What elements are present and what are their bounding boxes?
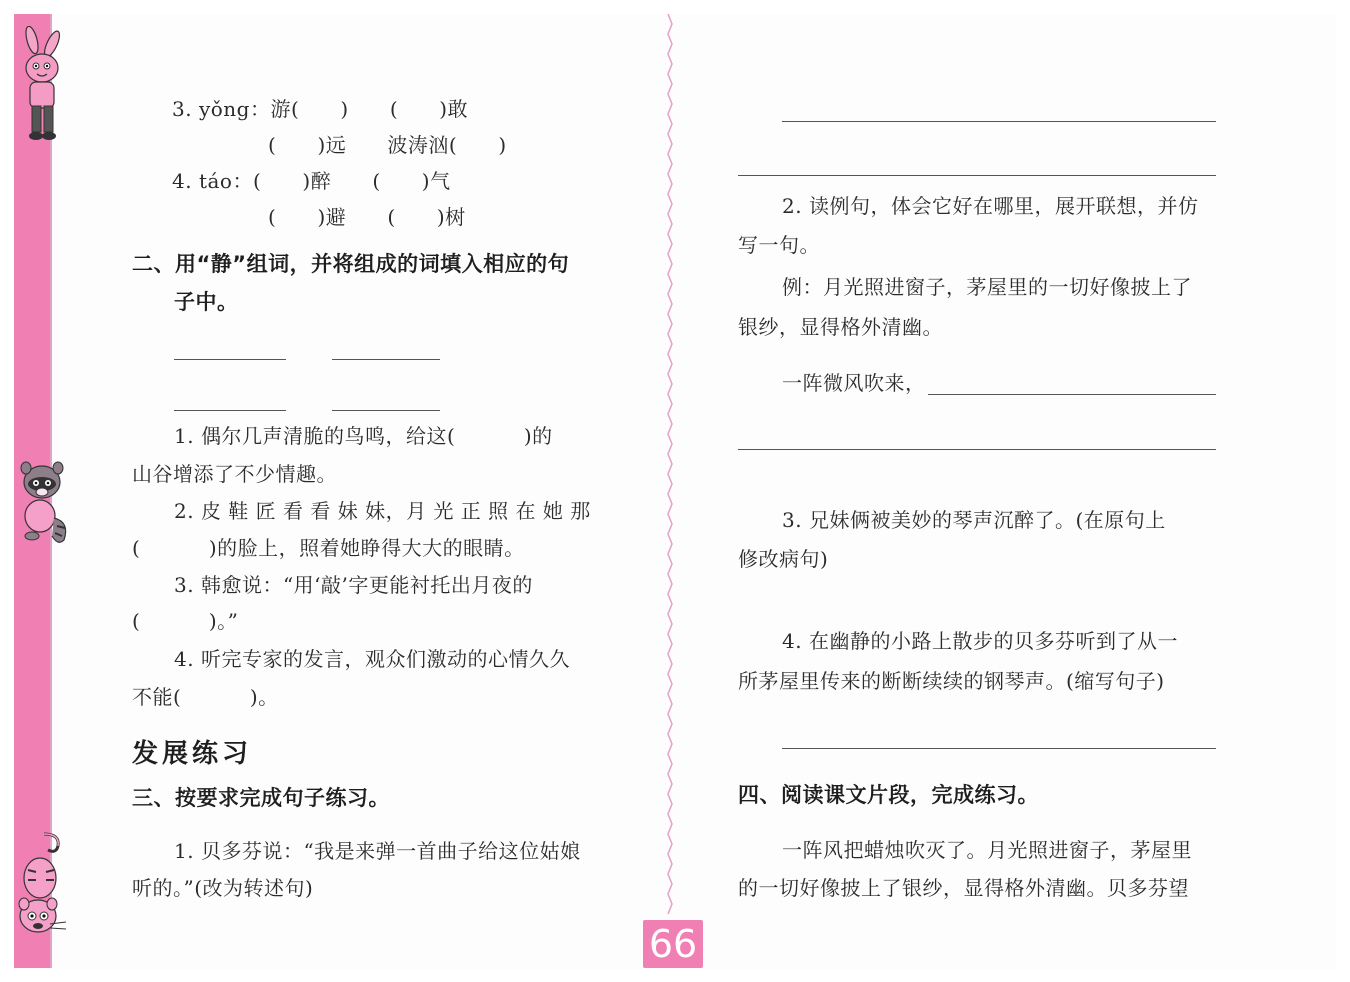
imitation-answer-line1[interactable]: [928, 394, 1216, 395]
development-practice-heading: 发展练习: [132, 739, 253, 769]
page-number-badge: [643, 920, 703, 968]
sentence1-line2: 山谷增添了不少情趣。: [132, 462, 337, 486]
raccoon-mascot-icon: [12, 456, 72, 548]
right-q2-line1: 2. 读例句，体会它好在哪里，展开联想，并仿: [782, 194, 1199, 218]
right-q3-line1: 3. 兄妹俩被美妙的琴声沉醉了。(在原句上: [782, 508, 1166, 532]
sentence4-line2: 不能( )。: [132, 685, 279, 709]
q4-line2: ( )避 ( )树: [268, 205, 466, 229]
sentence4-line1: 4. 听完专家的发言，观众们激动的心情久久: [174, 647, 570, 671]
section2-title-line1: 二、用“静”组词，并将组成的词填入相应的句: [132, 252, 570, 276]
right-q4-line1: 4. 在幽静的小路上散步的贝多芬听到了从一: [782, 629, 1178, 653]
answer-line-r1[interactable]: [782, 121, 1216, 122]
q3-line2: ( )远 波涛汹( ): [268, 133, 507, 157]
section2-title-line2: 子中。: [174, 290, 239, 314]
answer-blank-2[interactable]: [332, 359, 440, 360]
tiger-mascot-icon: [10, 830, 74, 940]
answer-blank-1[interactable]: [174, 359, 286, 360]
q4-line1: 4. táo：( )醉 ( )气: [172, 169, 451, 193]
right-q2-line2: 写一句。: [738, 233, 820, 257]
answer-blank-4[interactable]: [332, 410, 440, 411]
sentence2-line2: ( )的脸上，照着她睁得大大的眼睛。: [132, 536, 525, 560]
task1-line1: 1. 贝多芬说：“我是来弹一首曲子给这位姑娘: [174, 839, 581, 863]
section3-title: 三、按要求完成句子练习。: [132, 786, 390, 810]
q3-line1: 3. yǒng：游( ) ( )敢: [172, 97, 469, 121]
passage-line2: 的一切好像披上了银纱，显得格外清幽。贝多芬望: [738, 876, 1189, 900]
answer-line-r2[interactable]: [738, 175, 1216, 176]
sentence2-line1: 2. 皮 鞋 匠 看 看 妹 妹，月 光 正 照 在 她 那: [174, 499, 591, 523]
page-number: 66: [648, 922, 698, 966]
sentence3-line1: 3. 韩愈说：“用‘敲’字更能衬托出月夜的: [174, 573, 533, 597]
right-q4-line2: 所茅屋里传来的断断续续的钢琴声。(缩写句子): [738, 669, 1165, 693]
imitation-prompt: 一阵微风吹来，: [782, 371, 926, 395]
answer-blank-3[interactable]: [174, 410, 286, 411]
section4-title: 四、阅读课文片段，完成练习。: [738, 783, 1039, 807]
example-line1: 例：月光照进窗子，茅屋里的一切好像披上了: [782, 275, 1192, 299]
right-q3-line2: 修改病句): [738, 547, 829, 571]
task1-line2: 听的。”(改为转述句): [132, 876, 314, 900]
page-spine: [662, 14, 678, 914]
condense-answer-line[interactable]: [782, 748, 1216, 749]
passage-line1: 一阵风把蜡烛吹灭了。月光照进窗子，茅屋里: [782, 838, 1192, 862]
example-line2: 银纱，显得格外清幽。: [738, 315, 943, 339]
sentence1-line1: 1. 偶尔几声清脆的鸟鸣，给这( )的: [174, 424, 553, 448]
imitation-answer-line2[interactable]: [738, 449, 1216, 450]
sentence3-line2: ( )。”: [132, 609, 239, 633]
rabbit-mascot-icon: [12, 26, 70, 144]
